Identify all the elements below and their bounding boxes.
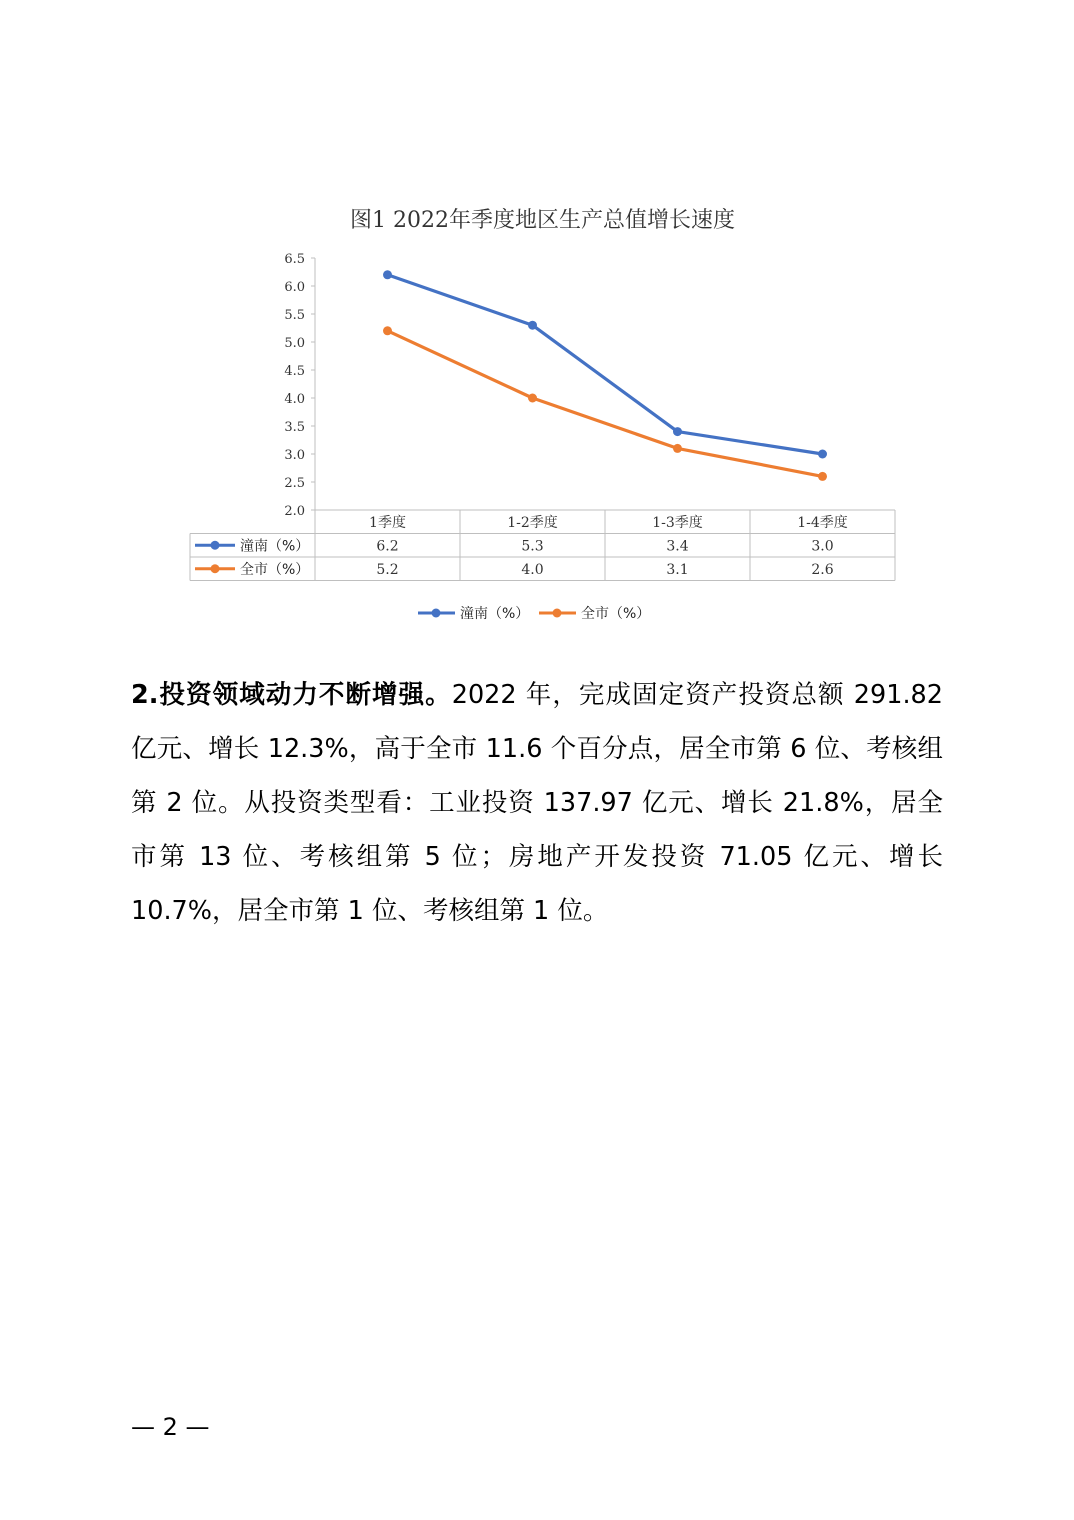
paragraph-lead: 2.投资领域动力不断增强。 [131,680,452,710]
table-value-cell: 2.6 [811,562,834,578]
data-point [673,427,682,436]
y-tick-label: 6.0 [284,280,305,295]
y-tick-label: 5.0 [284,336,305,351]
y-tick-label: 5.5 [284,308,305,323]
table-legend-key-marker [211,541,220,550]
data-point [383,326,392,335]
y-tick-label: 2.5 [284,476,305,491]
chart-title: 图1 2022年季度地区生产总值增长速度 [350,208,735,233]
page-number: — 2 — [131,1413,210,1441]
y-tick-label: 4.5 [284,364,305,379]
table-value-cell: 3.0 [811,538,834,555]
y-tick-label: 3.0 [284,448,305,463]
table-value-cell: 3.1 [666,562,689,578]
data-point [528,394,537,403]
gdp-growth-chart [185,195,900,635]
series-line [388,331,823,477]
legend-label: 全市（%） [581,606,651,622]
y-tick-label: 4.0 [284,392,305,407]
data-point [528,321,537,330]
y-tick-label: 3.5 [284,420,305,435]
table-value-cell: 5.2 [376,562,399,578]
data-point [383,270,392,279]
legend-key-marker [553,609,562,618]
legend-key-marker [432,609,441,618]
x-category-label: 1-2季度 [507,515,558,531]
x-category-label: 1-3季度 [652,515,703,531]
data-point [673,444,682,453]
y-tick-label: 2.0 [284,504,305,519]
x-category-label: 1-4季度 [797,515,848,531]
legend-label: 潼南（%） [460,606,530,622]
y-tick-label: 6.5 [284,252,305,267]
table-value-cell: 6.2 [376,538,399,555]
investment-paragraph [131,668,943,938]
table-value-cell: 5.3 [521,538,544,555]
table-legend-key-marker [211,564,220,573]
series-line [388,275,823,454]
chart-svg [185,195,900,635]
table-series-label: 潼南（%） [240,538,310,555]
data-point [818,472,827,481]
paragraph-body: 2022 年，完成固定资产投资总额 291.82 亿元、增长 12.3%，高于全市 11.6 个百分点，居全市第 6 位、考核组第 2 位。从投资类型看：工业投资 137.97 亿元、增长 21.8%，居全市第 13 位、考核组第 5 位；房地产开发投资 71.05 亿元、增长 10.7%，居全市第 1 位、考核组第 1 位。 [131,680,943,926]
table-value-cell: 4.0 [521,562,544,578]
x-category-label: 1季度 [369,515,406,531]
table-value-cell: 3.4 [666,538,689,555]
table-series-label: 全市（%） [240,562,310,578]
data-point [818,450,827,459]
